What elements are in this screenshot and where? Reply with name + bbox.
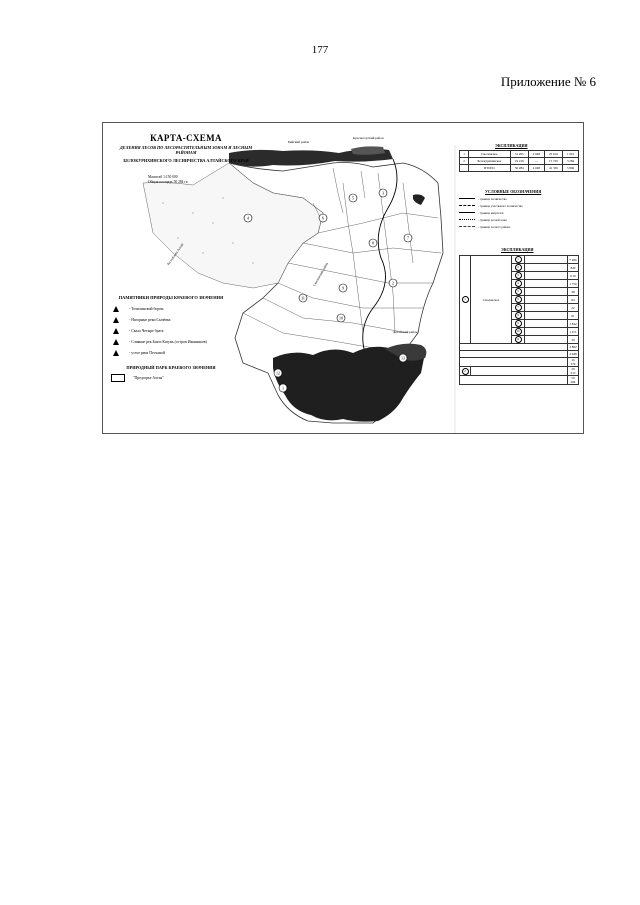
table-cell	[525, 256, 568, 264]
table-cell	[460, 376, 568, 385]
line-symbol	[459, 212, 475, 213]
table-cell	[471, 367, 568, 376]
explication-top-header: ЭКСПЛИКАЦИЯ	[495, 143, 528, 148]
table-cell: 48	[568, 288, 579, 296]
table-cell: 5 866	[563, 165, 579, 172]
table-cell: Белокурихинское	[469, 158, 511, 165]
table-cell	[525, 264, 568, 272]
table-cell	[460, 165, 469, 172]
convention-item: - граница кварталов	[459, 209, 577, 216]
explication-bottom-header: ЭКСПЛИКАЦИЯ	[501, 247, 534, 252]
appendix-label: Приложение № 6	[500, 74, 596, 89]
page-number: 177	[311, 44, 329, 56]
table-cell: 41 336	[544, 165, 562, 172]
table-cell: 4 048	[528, 151, 544, 158]
svg-text:5: 5	[352, 195, 354, 201]
park-header: ПРИРОДНЫЙ ПАРК КРАЕВОГО ЗНАЧЕНИЯ	[126, 364, 216, 370]
svg-text:7: 7	[407, 235, 409, 241]
svg-text:8: 8	[372, 240, 374, 246]
legend-item: - устье реки Песчаной	[111, 350, 231, 356]
table-cell: 2	[512, 264, 525, 272]
table-cell: 1 601	[563, 151, 579, 158]
table-cell: ИТОГО	[469, 165, 511, 172]
table-cell	[525, 336, 568, 344]
table-cell	[525, 272, 568, 280]
table-cell	[525, 296, 568, 304]
place-label-1: Бийский район	[288, 140, 310, 144]
table-cell: 4 048	[569, 352, 577, 356]
park-swatch	[111, 374, 125, 382]
triangle-icon	[113, 328, 119, 334]
svg-text:6: 6	[322, 215, 324, 221]
table-cell: 2	[460, 158, 469, 165]
table-cell: 31 265	[510, 151, 528, 158]
table-cell: 6 50	[568, 272, 579, 280]
place-label-4: Алтайский район	[393, 330, 418, 334]
table-cell	[460, 351, 568, 358]
convention-item: - граница лесной зоны	[459, 216, 577, 223]
legend-item: - Скала Четыре брата	[111, 328, 231, 334]
triangle-icon	[113, 306, 119, 312]
place-label-5: Республика Алтай	[166, 242, 185, 267]
table-cell: 4	[512, 280, 525, 288]
river-strip	[351, 146, 385, 154]
table-cell: 3	[512, 272, 525, 280]
table-cell: Смоленское	[469, 151, 511, 158]
table-cell: 1 750	[569, 281, 577, 286]
forestry-name: БЕЛОКУРИХИНСКОГО ЛЕСНИЧЕСТВА АЛТАЙСКОГО КРАЯ	[123, 158, 249, 164]
svg-text:12: 12	[276, 370, 280, 376]
map-title-block	[111, 133, 261, 163]
line-symbol	[459, 226, 475, 227]
table-cell: 4 048	[528, 165, 544, 172]
map-frame	[102, 122, 584, 434]
svg-text:13: 13	[401, 355, 405, 361]
triangle-icon	[113, 339, 119, 345]
table-cell: 1	[512, 256, 525, 264]
line-symbol	[459, 219, 475, 220]
conventions-header: УСЛОВНЫЕ ОБОЗНАЧЕНИЯ	[485, 189, 542, 194]
table-cell	[460, 358, 568, 367]
table-cell: 16 279	[568, 358, 579, 367]
map-subtitle: ДЕЛЕНИЯ ЛЕСОВ ПО ЛЕСОРАСТИТЕЛЬНЫМ ЗОНАМ И ЛЕСНЫМ РАЙОНАМ	[119, 145, 253, 156]
table-cell	[460, 344, 568, 351]
table-cell	[525, 328, 568, 336]
table-cell: 50 284	[568, 376, 579, 385]
map-scale: Масштаб 1:150 000	[148, 175, 178, 179]
table-cell: 11	[512, 336, 525, 344]
table-cell: 30	[568, 336, 579, 344]
table-cell: 7	[512, 304, 525, 312]
svg-text:1: 1	[282, 385, 284, 391]
convention-item: - граница лесничества	[459, 195, 577, 202]
legend-item: - Точилинский бором	[111, 306, 231, 312]
line-symbol	[459, 198, 475, 199]
convention-item: - граница участкового лесничества	[459, 202, 577, 209]
table-cell: 840	[568, 264, 579, 272]
legend-header: ПАМЯТНИКИ ПРИРОДЫ КРАЕВОГО ЗНАЧЕНИЯ	[118, 295, 224, 300]
table-cell	[525, 288, 568, 296]
legend-item: - Слияние рек Бия и Катунь (остров Иконников)	[111, 339, 231, 345]
table-cell	[525, 304, 568, 312]
legend-nature-monuments	[111, 295, 231, 382]
table-cell: 1	[460, 151, 469, 158]
table-cell	[525, 320, 568, 328]
table-cell: 3 284	[563, 158, 579, 165]
table-cell: 1 842	[569, 321, 577, 326]
table-cell: 7 486	[569, 257, 577, 262]
svg-text:2: 2	[392, 280, 394, 286]
place-label-3: Смоленский район	[312, 261, 329, 287]
table-cell: 22	[568, 304, 579, 312]
table-cell: 50 284	[510, 165, 528, 172]
table-cell: 3 882	[569, 345, 577, 349]
convention-item: - граница лесного района	[459, 223, 577, 230]
park-item: "Предгорье Алтая"	[111, 374, 231, 382]
table-cell	[525, 280, 568, 288]
table-cell: 2	[460, 367, 471, 376]
svg-text:11: 11	[301, 295, 305, 301]
table-cell: 29 013	[568, 367, 579, 376]
conventions-list	[459, 195, 577, 241]
scale-block	[148, 175, 187, 185]
line-symbol	[459, 205, 475, 206]
svg-text:3: 3	[382, 190, 384, 196]
table-cell: 25 616	[544, 151, 562, 158]
place-label-2: Красногорский район	[353, 136, 384, 140]
explication-top-table	[459, 150, 579, 172]
table-cell: 10	[512, 328, 525, 336]
svg-text:4: 4	[247, 215, 249, 221]
table-cell	[525, 312, 568, 320]
table-cell: 5	[512, 288, 525, 296]
triangle-icon	[113, 317, 119, 323]
table-cell: 1	[460, 256, 471, 344]
map-title: КАРТА-СХЕМА	[150, 133, 222, 143]
table-cell: 61	[568, 312, 579, 320]
dark-patch-ne	[413, 194, 425, 205]
explication-bottom-table	[459, 255, 579, 385]
table-cell: —	[528, 158, 544, 165]
table-cell: 1 471	[569, 329, 577, 334]
table-cell: 15 720	[544, 158, 562, 165]
map-area: Общая площадь 50 284 га	[148, 180, 188, 185]
svg-text:10: 10	[339, 315, 343, 321]
table-cell: Смоленское	[471, 256, 512, 344]
table-cell: 19 219	[510, 158, 528, 165]
legend-item: - Нагорные реки Сычёвка	[111, 317, 231, 323]
svg-text:9: 9	[342, 285, 344, 291]
table-cell: 8	[512, 312, 525, 320]
table-cell: 9	[512, 320, 525, 328]
table-cell: 84	[568, 296, 579, 304]
triangle-icon	[113, 350, 119, 356]
table-cell: 6	[512, 296, 525, 304]
